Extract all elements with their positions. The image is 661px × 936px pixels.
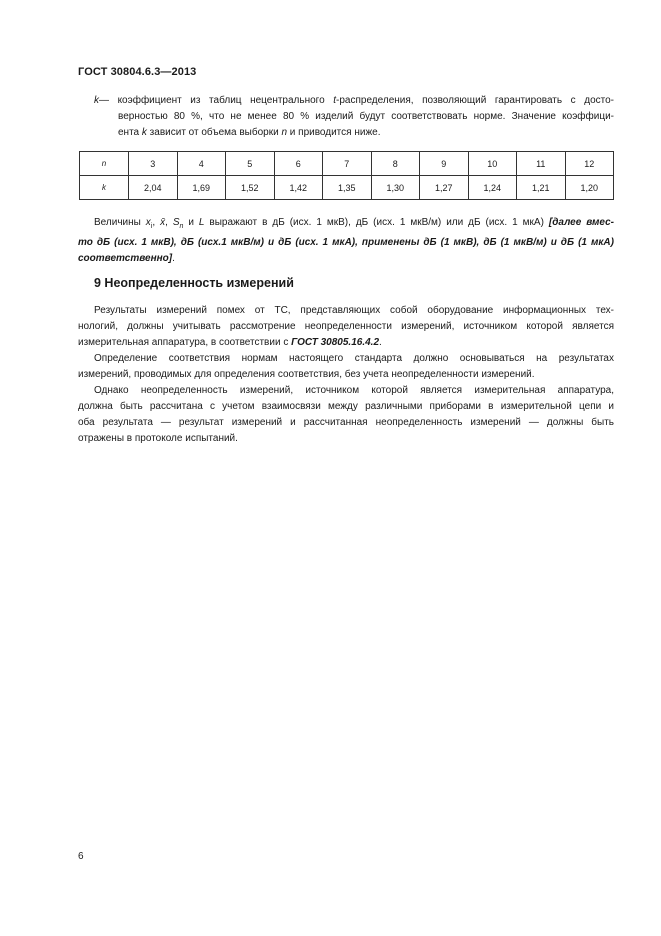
table-cell: 1,21 [517, 176, 566, 200]
gost-reference: ГОСТ 30805.16.4.2 [291, 337, 380, 348]
definition-k [94, 93, 614, 141]
symbol-k: k [94, 95, 99, 106]
table-cell: 8 [371, 152, 420, 176]
p3-line-2: должна быть рассчитана с учетом взаимосвязи между различными приборами в измерительной цепи и [78, 401, 614, 412]
p3-line-1: Однако неопределенность измерений, источником которой является измерительная аппаратура, [94, 385, 614, 396]
paragraph-1 [78, 303, 614, 351]
table-cell: 1,27 [420, 176, 469, 200]
p3-line-4: отражены в протоколе испытаний. [78, 433, 238, 444]
units-paragraph [78, 215, 614, 267]
definition-line-3: ента k зависит от объема выборки n и приводится ниже. [118, 127, 381, 138]
table-cell: 6 [274, 152, 323, 176]
definition-continuation [94, 109, 614, 141]
row-label-k: k [80, 176, 129, 200]
table-cell: 10 [468, 152, 517, 176]
p3-line-3: оба результата — результат измерений и рассчитанная неопределенность измерений — должны быть [78, 417, 614, 428]
table-cell: 1,20 [565, 176, 614, 200]
row-label-n: n [80, 152, 129, 176]
table-cell: 5 [226, 152, 275, 176]
units-line-1: Величины $x_i$, x̄, $S_n$ и L выражают в дБ (исх. 1 мкВ), дБ (исх. 1 мкВ/м) или дБ (исх. 1 мкА) [далее вмес- [94, 217, 614, 230]
definition-line-2: верностью 80 %, что не менее 80 % изделий будут соответствовать норме. Значение коэффици- [118, 111, 614, 122]
p2-line-2: измерений, проводимых для определения соответствия, без учета неопределенности измерений. [78, 369, 535, 380]
table-cell: 2,04 [129, 176, 178, 200]
table-row-k [80, 176, 614, 200]
table-cell: 11 [517, 152, 566, 176]
definition-line-1: k— коэффициент из таблиц нецентрального t-распределения, позволяющий гарантировать с досто- [94, 95, 614, 106]
table-cell: 1,24 [468, 176, 517, 200]
table-row-n [80, 152, 614, 176]
table-cell: 9 [420, 152, 469, 176]
table-cell: 4 [177, 152, 226, 176]
table-cell: 1,52 [226, 176, 275, 200]
p1-line-3: измерительная аппаратура, в соответствии с ГОСТ 30805.16.4.2. [78, 337, 382, 348]
paragraph-2 [78, 351, 614, 383]
table-cell: 1,30 [371, 176, 420, 200]
units-line-3: соответственно]. [78, 253, 175, 264]
table-cell: 1,42 [274, 176, 323, 200]
p2-line-1: Определение соответствия нормам настоящего стандарта должно основываться на результатах [94, 353, 614, 364]
table-cell: 1,69 [177, 176, 226, 200]
section-title: 9 Неопределенность измерений [94, 276, 294, 290]
paragraph-3 [78, 383, 614, 447]
page-number: 6 [78, 851, 84, 862]
table-cell: 12 [565, 152, 614, 176]
p1-line-2: нологий, должны учитывать рассмотрение неопределенности измерений, источником которой является [78, 321, 614, 332]
table-cell: 1,35 [323, 176, 372, 200]
p1-line-1: Результаты измерений помех от ТС, представляющих собой оборудование информационных тех- [94, 305, 614, 316]
units-line-2: то дБ (исх. 1 мкВ), дБ (исх.1 мкВ/м) и дБ (исх. 1 мкА), применены дБ (1 мкВ), дБ (1 мкВ/м) и дБ (1 мкА) [78, 237, 614, 248]
k-coefficient-table [79, 151, 614, 200]
table-cell: 7 [323, 152, 372, 176]
table-cell: 3 [129, 152, 178, 176]
document-header: ГОСТ 30804.6.3—2013 [78, 66, 197, 78]
